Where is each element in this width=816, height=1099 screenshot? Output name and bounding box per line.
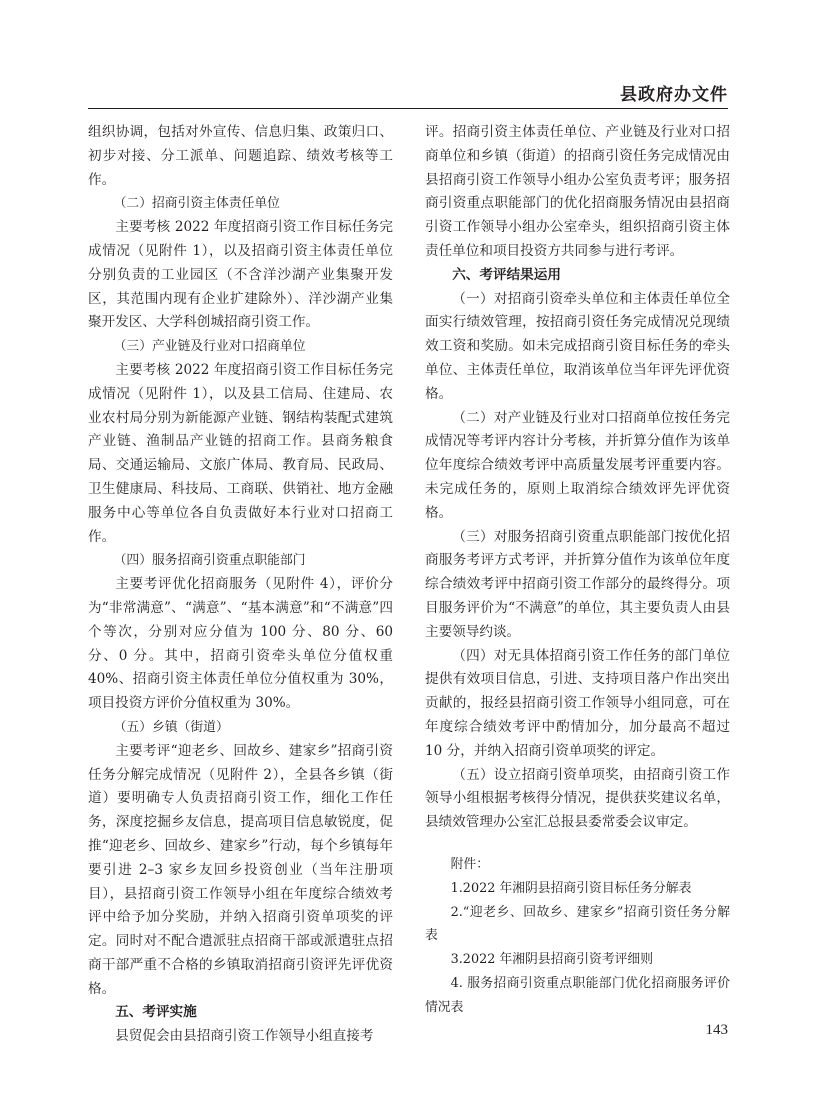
- section-subheading: （五）乡镇（街道）: [113, 719, 229, 735]
- left-column: [88, 121, 393, 1049]
- section-heading: 六、考评结果运用: [452, 266, 561, 283]
- paragraph: 组织协调，包括对外宣传、信息归集、政策归口、初步对接、分工派单、问题追踪、绩效考核等工作。: [88, 124, 393, 188]
- attachments-title: 附件：: [450, 857, 489, 872]
- attachments-list: [425, 853, 730, 1020]
- header-rule: [88, 108, 728, 109]
- section-heading: 五、考评实施: [115, 1004, 197, 1021]
- paragraph: 主要考评“迎老乡、回故乡、建家乡”招商引资任务分解完成情况（见附件 2），全县各乡镇（街道）要明确专人负责招商引资工作，细化工作任务，深度挖掘乡友信息，提高项目信息敏锐度，促推“迎老乡、回故乡、建家乡”行动，每个乡镇每年要引进 2–3 家乡友回乡投资创业（当年注册项目），县招商引资工作领导小组在年度综合绩效考评中给予加分奖励，并纳入招商引资单项奖的评定。同时对不配合遣派驻点招商干部或派遣驻点招商干部严重不合格的乡镇取消招商引资评先评优资格。: [88, 742, 393, 997]
- attachment-item: 3.2022 年湘阴县招商引资考评细则: [450, 952, 654, 968]
- paragraph: 评。招商引资主体责任单位、产业链及行业对口招商单位和乡镇（街道）的招商引资任务完成情况由县招商引资工作领导小组办公室负责考评；服务招商引资重点职能部门的优化招商服务情况由县招商引资工作领导小组办公室牵头，组织招商引资主体责任单位和项目投资方共同参与进行考评。: [425, 124, 730, 259]
- paragraph: 主要考评优化招商服务（见附件 4），评价分为“非常满意”、“满意”、“基本满意”和“不满意”四个等次，分别对应分值为 100 分、80 分、60 分、0 分。其中，招商引资牵头单位分值权重 40%、招商引资主体责任单位分值权重为 30%，项目投资方评价分值权重为 30%。: [88, 576, 393, 712]
- section-subheading: （二）招商引资主体责任单位: [113, 196, 280, 212]
- attachment-item: 2.“迎老乡、回故乡、建家乡”招商引资任务分解表: [425, 904, 730, 944]
- paragraph: （二）对产业链及行业对口招商单位按任务完成情况等考评内容计分考核，并折算分值作为该单位年度综合绩效考评中高质量发展考评重要内容。未完成任务的，原则上取消综合绩效评先评优资格。: [425, 409, 730, 521]
- paragraph: （一）对招商引资牵头单位和主体责任单位全面实行绩效管理，按招商引资任务完成情况兑现绩效工资和奖励。如未完成招商引资目标任务的牵头单位、主体责任单位，取消该单位当年评先评优资格。: [425, 290, 730, 402]
- paragraph: 主要考核 2022 年度招商引资工作目标任务完成情况（见附件 1），以及招商引资主体责任单位分别负责的工业园区（不含洋沙湖产业集聚开发区，其范围内现有企业扩建除外）、洋沙湖产业集聚开发区、大学科创城招商引资工作。: [88, 219, 393, 331]
- section-subheading: （四）服务招商引资重点职能部门: [113, 553, 306, 569]
- paragraph: 县贸促会由县招商引资工作领导小组直接考: [115, 1028, 374, 1045]
- section-subheading: （三）产业链及行业对口招商单位: [113, 339, 306, 355]
- header-title: 县政府办文件: [620, 85, 728, 105]
- paragraph: （四）对无具体招商引资工作任务的部门单位提供有效项目信息，引进、支持项目落户作出突出贡献的，报经县招商引资工作领导小组同意，可在年度综合绩效考评中酌情加分，加分最高不超过 10 分，并纳入招商引资单项奖的评定。: [425, 647, 730, 759]
- attachment-item: 4. 服务招商引资重点职能部门优化招商服务评价情况表: [425, 975, 730, 1015]
- attachment-item: 1.2022 年湘阴县招商引资目标任务分解表: [450, 880, 692, 896]
- paragraph: （五）设立招商引资单项奖，由招商引资工作领导小组根据考核得分情况，提供获奖建议名单，县绩效管理办公室汇总报县委常委会议审定。: [425, 766, 730, 831]
- paragraph: （三）对服务招商引资重点职能部门按优化招商服务考评方式考评，并折算分值作为该单位年度综合绩效考评中招商引资工作部分的最终得分。项目服务评价为“不满意”的单位，其主要负责人由县主要领导约谈。: [425, 528, 730, 640]
- page-number: 143: [705, 1022, 728, 1038]
- right-column: [425, 121, 730, 835]
- paragraph: 主要考核 2022 年度招商引资工作目标任务完成情况（见附件 1），以及县工信局、住建局、农业农村局分别为新能源产业链、钢结构装配式建筑产业链、渔制品产业链的招商工作。县商务粮食局、交通运输局、文旅广体局、教育局、民政局、卫生健康局、科技局、工商联、供销社、地方金融服务中心等单位各自负责做好本行业对口招商工作。: [88, 361, 393, 545]
